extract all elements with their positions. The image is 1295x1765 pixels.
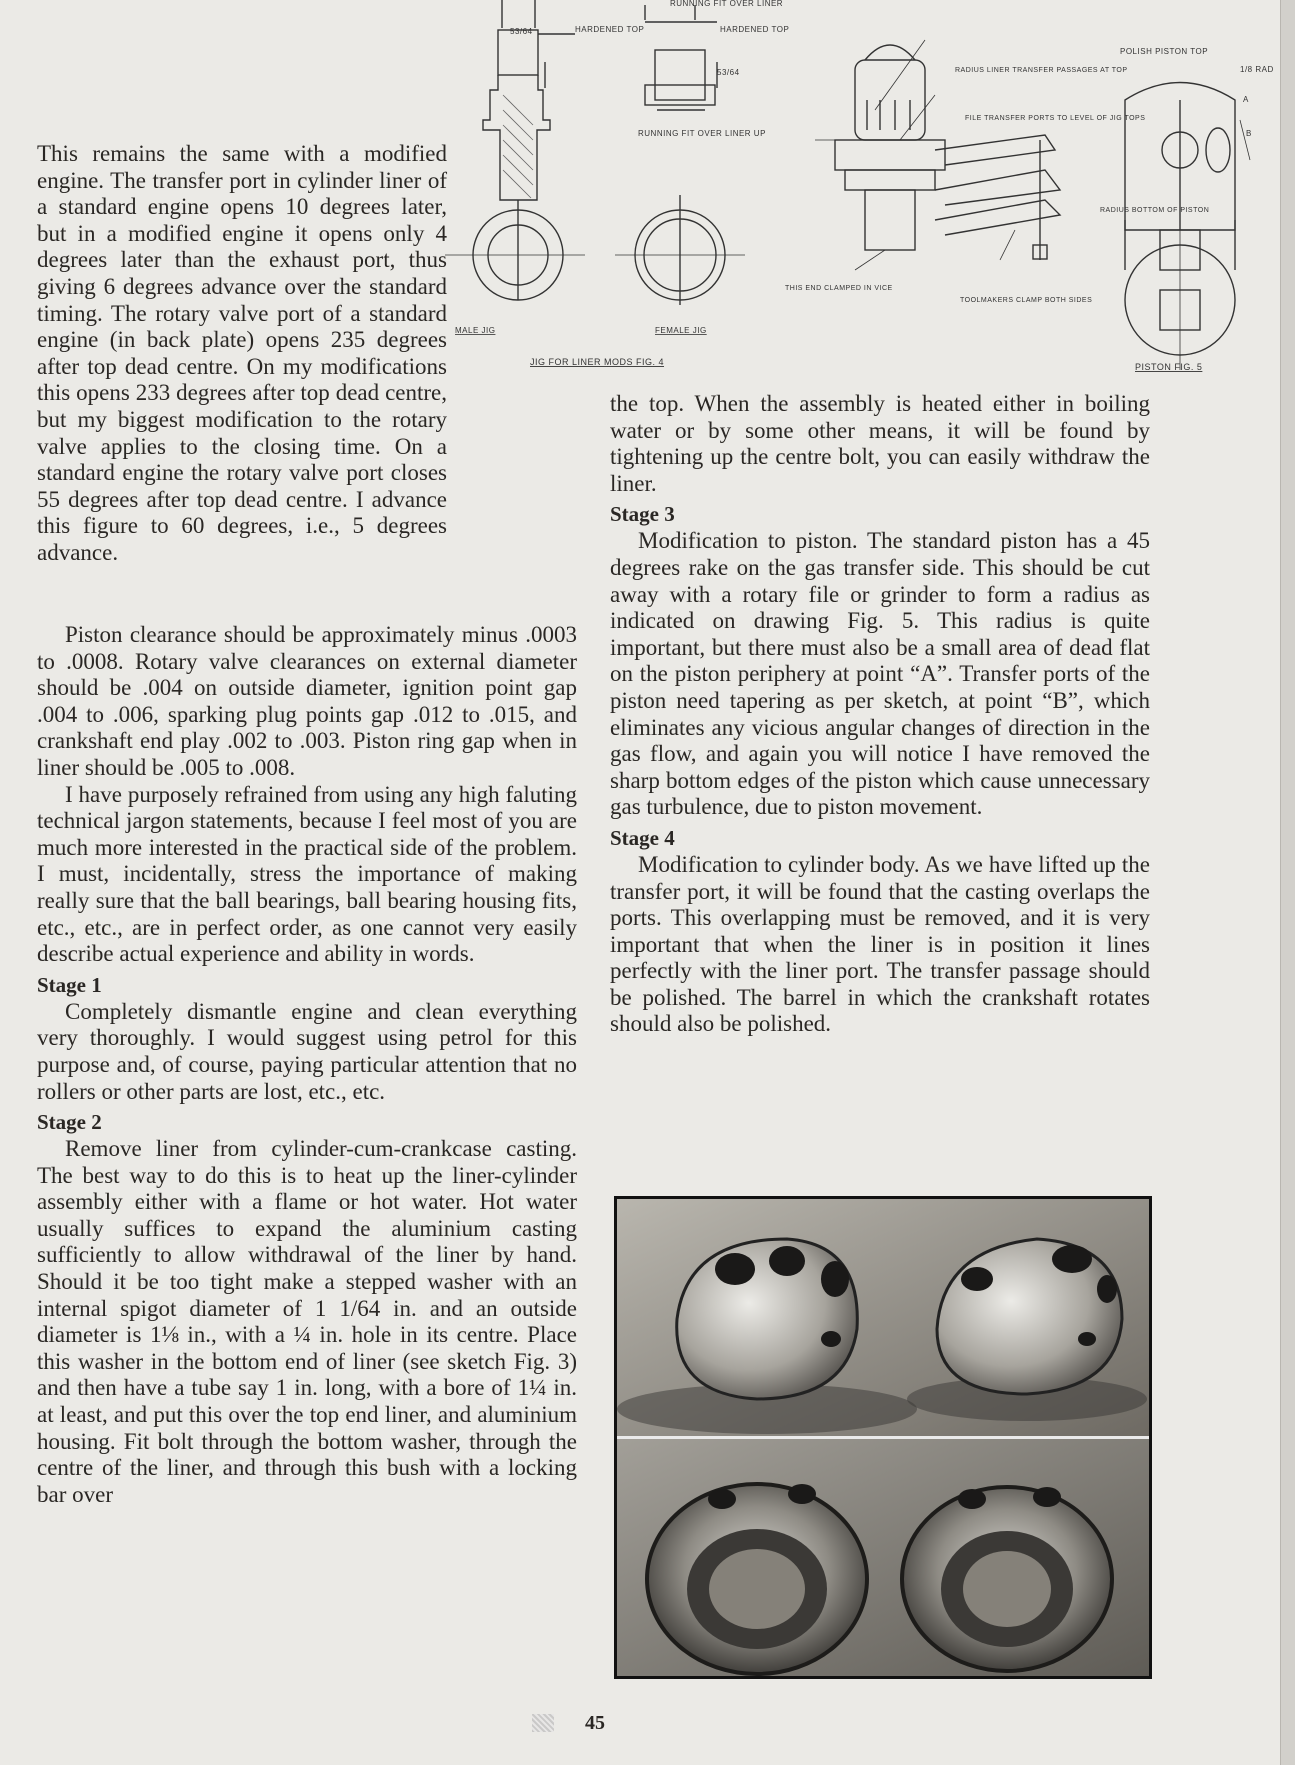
stage-2-heading: Stage 2 bbox=[37, 1110, 102, 1135]
fig5-label-polish-top: POLISH PISTON TOP bbox=[1120, 47, 1209, 56]
fig4-label-hardened-top-1: HARDENED TOP bbox=[575, 25, 645, 34]
page-ornament bbox=[532, 1714, 554, 1732]
photo-bottom-pane bbox=[617, 1439, 1149, 1676]
figure-5-piston bbox=[1100, 40, 1274, 380]
stage-1-text: Completely dismantle engine and clean everything very thoroughly. I would suggest using petrol for this purpose and, of course, paying particular attention that no rollers or other parts are lost, etc., etc. bbox=[37, 998, 577, 1104]
fig5-label-a: A bbox=[1243, 95, 1249, 104]
page-edge bbox=[1280, 0, 1295, 1765]
fig4-caption: JIG FOR LINER MODS FIG. 4 bbox=[530, 357, 665, 367]
stage-3-text: Modification to piston. The standard piston has a 45 degrees rake on the gas transfer side. This should be cut away with a rotary file or grinder to form a radius as indicated on drawing Fig. 5. This radius is quite important, but there must also be a small area of dead flat on the piston periphery at point “A”. Transfer ports of the piston need tapering as per sketch, at point “B”, which eliminates any vicious angular changes of direction in the gas flow, and again you will notice I have removed the sharp bottom edges of the piston which cause unnecessary gas turbulence, due to piston movement. bbox=[610, 528, 1150, 820]
stage-3-heading: Stage 3 bbox=[610, 502, 675, 527]
fig5-label-rad: 1/8 RAD bbox=[1240, 65, 1274, 74]
fig5-label-radius-bottom: RADIUS BOTTOM OF PISTON bbox=[1100, 207, 1210, 214]
fig4-dim-2: 53/64 bbox=[717, 68, 740, 77]
fig4-label-running-fit: RUNNING FIT OVER LINER bbox=[670, 0, 784, 8]
intro-paragraph: This remains the same with a modified engine. The transfer port in cylinder liner of a standard engine opens 10 degrees later, but in a modified engine it opens only 4 degrees later than the exhaust port, thus giving 6 degrees advance over the standard timing. The rotary valve port of a standard engine (in back plate) opens 235 degrees after top dead centre. On my modifications this opens 233 degrees after top dead centre, but my biggest modification to the rotary valve applies to the closing time. On a standard engine the rotary valve port closes 55 degrees after top dead centre. I advance this figure to 60 degrees, i.e., 5 degrees advance. bbox=[37, 141, 447, 565]
intro-narrow bbox=[37, 141, 447, 567]
page-number: 45 bbox=[585, 1712, 605, 1734]
fig4-label-male-jig: MALE JIG bbox=[455, 326, 496, 335]
fig4-label-radius-liner: RADIUS LINER TRANSFER PASSAGES AT TOP bbox=[955, 67, 1128, 74]
fig4-label-hardened-top-2: HARDENED TOP bbox=[720, 25, 790, 34]
stage-1-heading: Stage 1 bbox=[37, 972, 102, 997]
stage-4-text: Modification to cylinder body. As we have lifted up the transfer port, it will be found that the casting overlaps the ports. This overlapping must be removed, and it is very important that when the liner is in position it lines perfectly with the liner port. The transfer passage should be polished. The barrel in which the crankshaft rotates should also be polished. bbox=[610, 851, 1150, 1037]
left-column bbox=[37, 622, 577, 1508]
continued-paragraph: the top. When the assembly is heated either in boiling water or by some other means, it will be found by tightening up the centre bolt, you can easily withdraw the liner. bbox=[610, 391, 1150, 496]
fig4-label-running-fit-up: RUNNING FIT OVER LINER UP bbox=[638, 129, 766, 138]
clearance-paragraph: Piston clearance should be approximately minus .0003 to .0008. Rotary valve clearances on external diameter should be .004 on outside diameter, ignition point gap .004 to .006, sparking plug points gap .012 to .015, and crankshaft end play .002 to .003. Piston ring gap when in liner should be .005 to .008. bbox=[37, 622, 577, 780]
fig5-label-b: B bbox=[1246, 129, 1252, 138]
piston-photograph bbox=[614, 1196, 1152, 1679]
jargon-paragraph: I have purposely refrained from using any high faluting technical jargon statements, because I feel most of you are much more interested in the practical side of the problem. I must, incidentally, stress the importance of making really sure that the ball bearings, ball bearing housing fits, etc., etc., are in perfect order, as one cannot very easily describe actual experience and ability in words. bbox=[37, 781, 577, 967]
fig4-label-file-transfer: FILE TRANSFER PORTS TO LEVEL OF JIG TOPS bbox=[965, 115, 1146, 122]
fig4-label-this-end: THIS END CLAMPED IN VICE bbox=[785, 285, 893, 292]
stage-4-heading: Stage 4 bbox=[610, 825, 675, 850]
fig4-label-toolmakers: TOOLMAKERS CLAMP BOTH SIDES bbox=[960, 297, 1093, 304]
fig5-caption: PISTON FIG. 5 bbox=[1135, 362, 1203, 372]
photo-top-pane bbox=[617, 1199, 1149, 1436]
fig4-label-female-jig: FEMALE JIG bbox=[655, 326, 707, 335]
right-column bbox=[610, 391, 1150, 1038]
stage-2-text: Remove liner from cylinder-cum-crankcase casting. The best way to do this is to heat up the liner-cylinder assembly either with a flame or hot water. Hot water usually suffices to expand the aluminium casting sufficiently to allow withdrawal of the liner by hand. Should it be too tight make a stepped washer with an internal spigot diameter of 1 1/64 in. and an outside diameter is 1⅛ in., with a ¼ in. hole in its centre. Place this washer in the bottom end of liner (see sketch Fig. 3) and then have a tube say 1 in. long, with a bore of 1¼ in. at least, and put this over the top end liner, and aluminium housing. Fit bolt through the bottom washer, through the centre of the liner, and through this bush with a locking bar over bbox=[37, 1136, 577, 1507]
fig4-dim-1: 53/64 bbox=[510, 27, 533, 36]
